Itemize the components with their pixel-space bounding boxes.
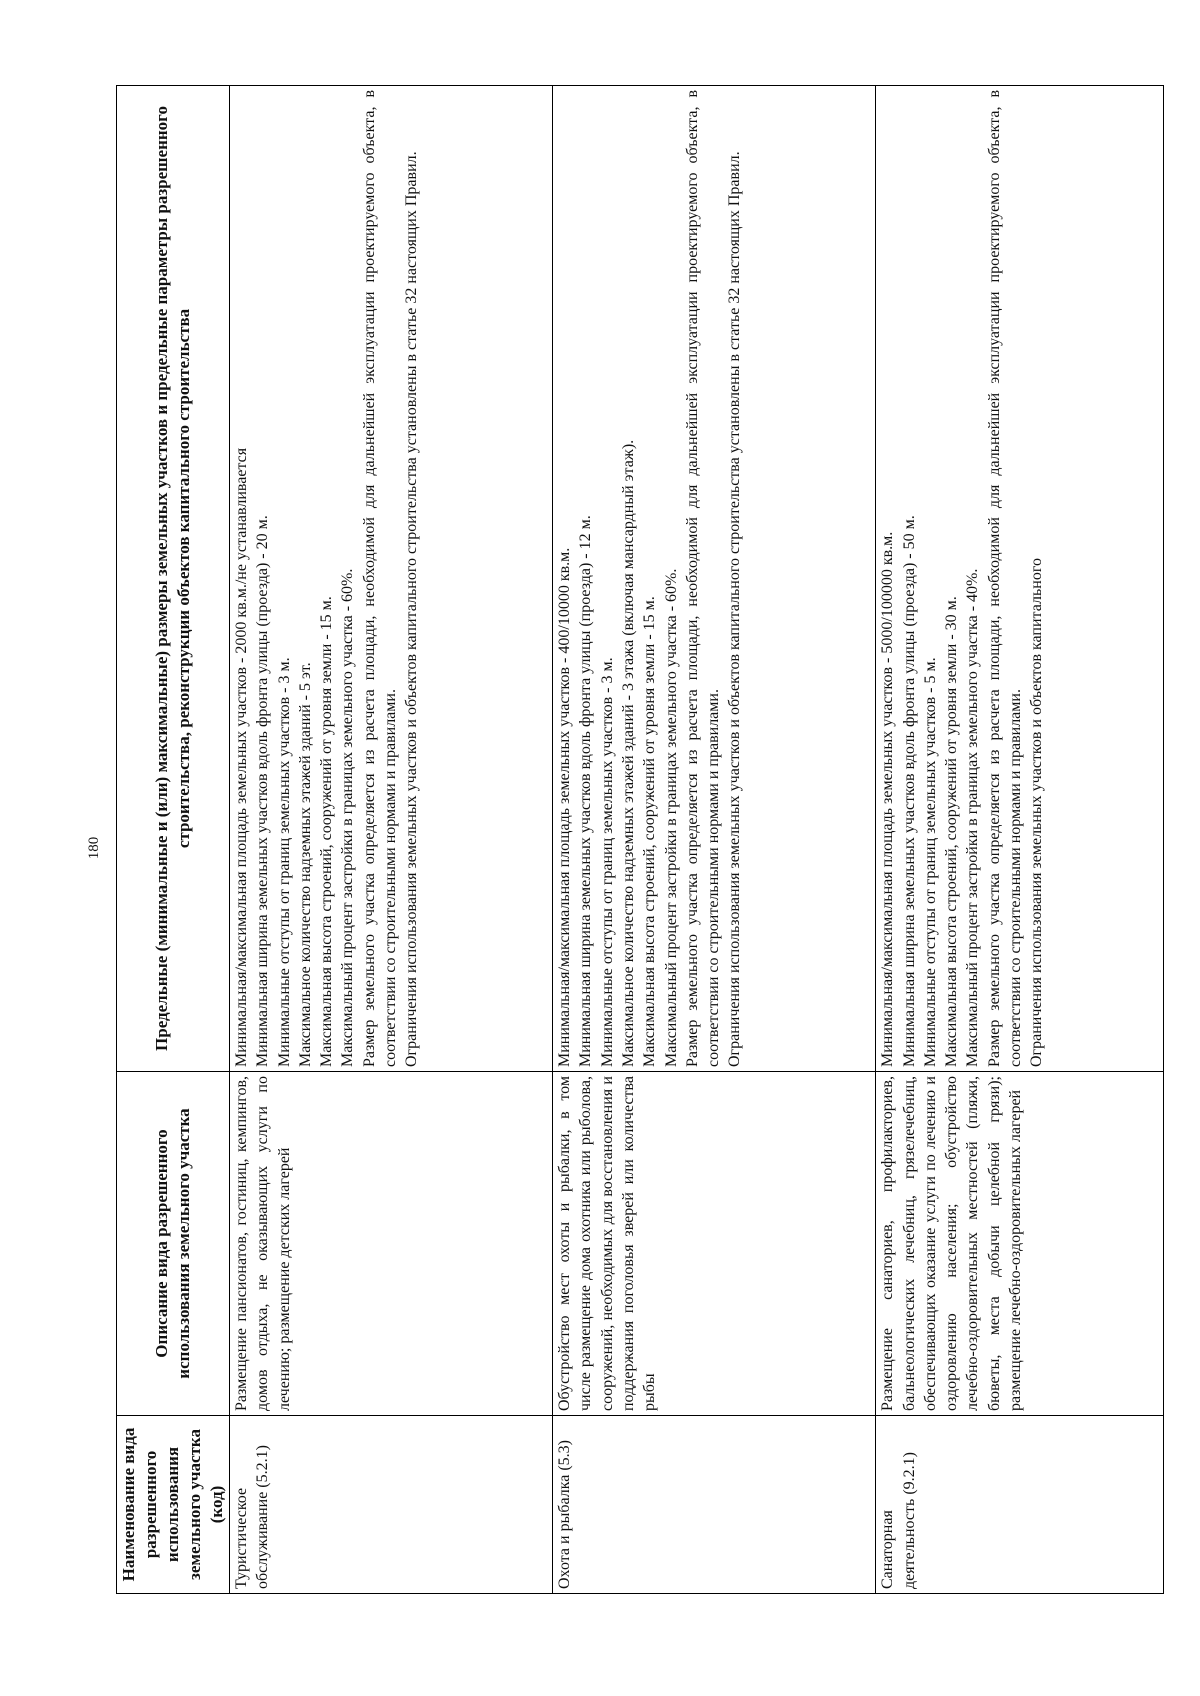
param-line: Минимальная ширина земельных участков вдоль фронта улицы (проезда) - 50 м. — [900, 515, 918, 1067]
param-line: Максимальная высота строений, сооружений от уровня земли - 15 м. — [318, 596, 336, 1067]
param-line: Максимальный процент застройки в границах земельного участка - 40%. — [964, 568, 982, 1067]
header-parameters: Предельные (минимальные и (или) максимальные) размеры земельных участков и предельные параметры разрешенного строительства, реконструкции объектов капитального строительства — [117, 86, 230, 1072]
param-line: Минимальные отступы от границ земельных участков - 3 м. — [598, 657, 616, 1067]
param-line: Максимальная высота строений, сооружений от уровня земли - 15 м. — [641, 596, 659, 1067]
row-use-type-name: Охота и рыбалка (5.3) — [553, 1416, 876, 1594]
param-line: Размер земельного участка определяется из расчета площади, необходимой для дальнейшей эксплуатации проектируемого объекта, в соответствии со строительными нормами и правилами. — [683, 90, 723, 1067]
param-line: Максимальный процент застройки в границах земельного участка - 60%. — [662, 568, 680, 1067]
table-row — [876, 86, 1164, 1594]
param-line: Ограничения использования земельных участков и объектов капитального строительства установлены в статье 32 настоящих Правил. — [726, 151, 744, 1067]
param-line: Размер земельного участка определяется из расчета площади, необходимой для дальнейшей эксплуатации проектируемого объекта, в соответствии со строительными нормами и правилами. — [360, 90, 400, 1067]
row-use-description: Размещение санаториев, профилакториев, бальнеологических лечебниц, грязелечебниц, обеспечивающих оказание услуги по лечению и оздоровлению населения; обустройство лечебно-оздоровительных местностей (пляжи, бюветы, места добычи целебной грязи); размещение лечебно-оздоровительных лагерей — [876, 1072, 1164, 1416]
table-header-row — [117, 86, 230, 1594]
param-line: Размер земельного участка определяется из расчета площади, необходимой для дальнейшей эксплуатации проектируемого объекта, в соответствии со строительными нормами и правилами. — [985, 90, 1024, 1067]
param-line: Минимальные отступы от границ земельных участков - 5 м. — [921, 657, 939, 1067]
param-line: Минимальная ширина земельных участков вдоль фронта улицы (проезда) - 12 м. — [577, 515, 595, 1067]
param-line: Ограничения использования земельных участков и объектов капитального — [1028, 558, 1046, 1067]
row-use-description: Размещение пансионатов, гостиниц, кемпингов, домов отдыха, не оказывающих услуги по лечению; размещение детских лагерей — [230, 1072, 553, 1416]
row-parameters — [876, 86, 1164, 1072]
header-use-type-name: Наименование вида разрешенного использования земельного участка (код) — [117, 1416, 230, 1594]
row-parameters — [230, 86, 553, 1072]
table-row — [230, 86, 553, 1594]
param-line: Максимальная высота строений, сооружений от уровня земли - 30 м. — [943, 596, 961, 1067]
row-use-type-name: Санаторная деятельность (9.2.1) — [876, 1416, 1164, 1594]
param-line: Минимальная/максимальная площадь земельных участков - 5000/100000 кв.м. — [879, 531, 897, 1067]
param-line: Минимальные отступы от границ земельных участков - 3 м. — [275, 657, 293, 1067]
page-number: 180 — [86, 836, 102, 860]
param-line: Минимальная/максимальная площадь земельных участков - 2000 кв.м./не устанавливается — [233, 447, 250, 1067]
table-row — [553, 86, 876, 1594]
param-line: Максимальный процент застройки в границах земельного участка - 60%. — [339, 568, 357, 1067]
param-line: Минимальная ширина земельных участков вдоль фронта улицы (проезда) - 20 м. — [254, 515, 272, 1067]
row-use-type-name: Туристическое обслуживание (5.2.1) — [230, 1416, 553, 1594]
rotated-page — [116, 86, 1164, 1594]
param-line: Максимальное количество надземных этажей зданий - 5 эт. — [296, 662, 314, 1067]
row-use-description: Обустройство мест охоты и рыбалки, в том числе размещение дома охотника или рыболова, сооружений, необходимых для восстановления и поддержания поголовья зверей или количества рыбы — [553, 1072, 876, 1416]
param-line: Минимальная/максимальная площадь земельных участков - 400/10000 кв.м. — [556, 547, 574, 1067]
header-use-description: Описание вида разрешенного использования земельного участка — [117, 1072, 230, 1416]
land-use-table — [116, 85, 1164, 1594]
row-parameters — [553, 86, 876, 1072]
param-line: Ограничения использования земельных участков и объектов капитального строительства установлены в статье 32 настоящих Правил. — [403, 151, 421, 1067]
param-line: Максимальное количество надземных этажей зданий - 3 этажа (включая мансардный этаж). — [620, 439, 637, 1067]
